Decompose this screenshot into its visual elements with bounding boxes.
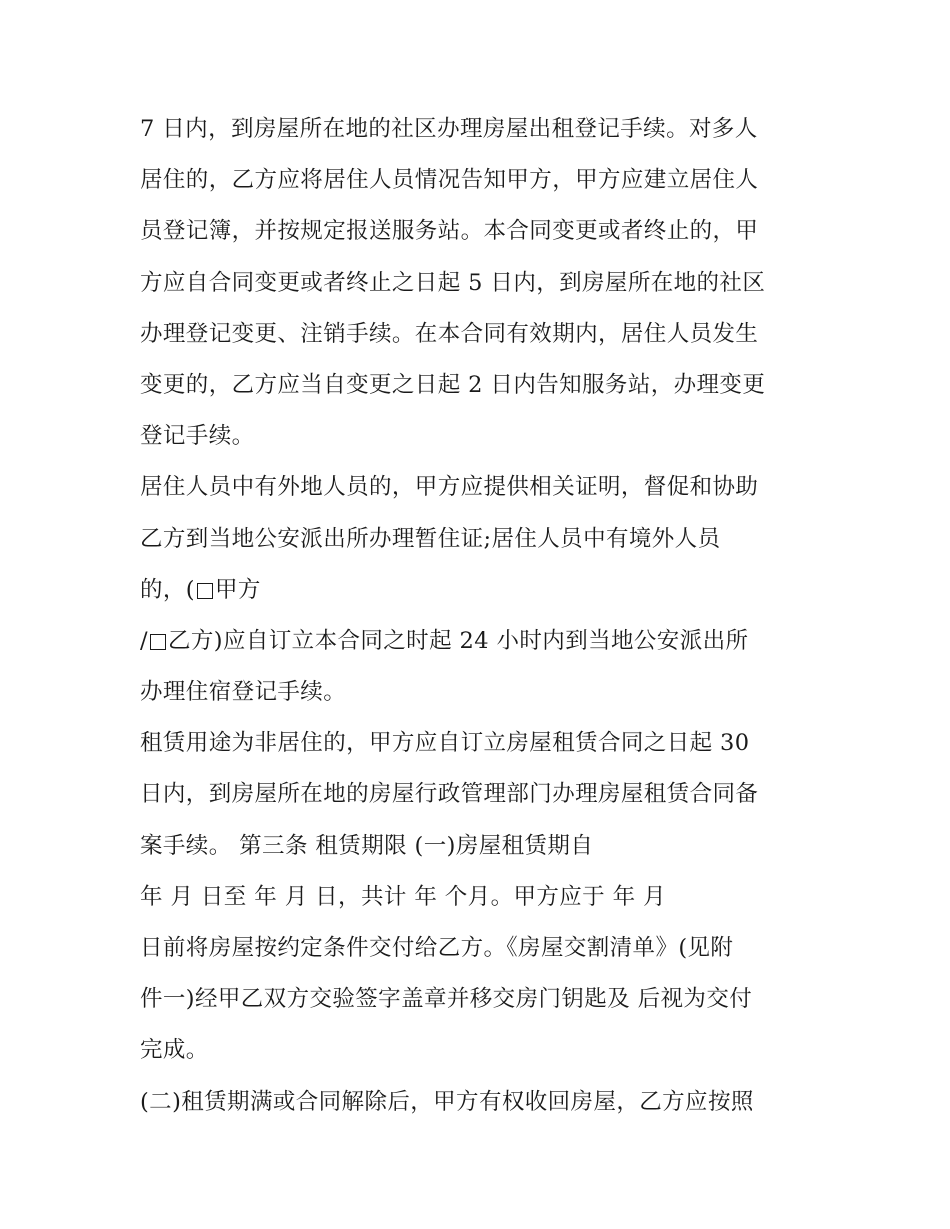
text-line: 居住的，乙方应将居住人员情况告知甲方，甲方应建立居住人: [140, 167, 759, 194]
text-line: 登记手续。: [140, 423, 255, 450]
text-line: 员登记簿，并按规定报送服务站。本合同变更或者终止的，甲: [140, 218, 759, 245]
text-line: 案手续。 第三条 租赁期限 (一)房屋租赁期自: [140, 832, 594, 859]
text-fragment: 乙方)应自订立本合同之时起 24 小时内到当地公安派出所: [167, 627, 749, 654]
text-line: 7 日内，到房屋所在地的社区办理房屋出租登记手续。对多人: [140, 116, 758, 142]
checkbox-party-a[interactable]: [197, 583, 213, 599]
text-line: 居住人员中有外地人员的，甲方应提供相关证明，督促和协助: [140, 474, 759, 501]
text-line: 件一)经甲乙双方交验签字盖章并移交房门钥匙及 后视为交付: [140, 986, 753, 1013]
text-line-with-checkbox: [140, 568, 830, 619]
document-body: [140, 107, 830, 1131]
text-line: 乙方到当地公安派出所办理暂住证;居住人员中有境外人员: [140, 525, 721, 552]
text-line: 办理登记变更、注销手续。在本合同有效期内，居住人员发生: [140, 320, 759, 347]
text-fragment: 的，(: [140, 576, 195, 603]
text-line: 完成。: [140, 1037, 209, 1064]
text-line: 日前将房屋按约定条件交付给乙方。《房屋交割清单》(见附: [140, 935, 734, 961]
text-line: 日内，到房屋所在地的房屋行政管理部门办理房屋租赁合同备: [140, 781, 759, 808]
checkbox-party-b[interactable]: [150, 634, 166, 650]
text-line: 租赁用途为非居住的，甲方应自订立房屋租赁合同之日起 30: [140, 730, 750, 757]
text-line: 变更的，乙方应当自变更之日起 2 日内告知服务站，办理变更: [140, 371, 766, 398]
text-fragment: 甲方: [214, 576, 261, 603]
text-fragment: /: [140, 627, 148, 654]
text-line: 年 月 日至 年 月 日，共计 年 个月。甲方应于 年 月: [140, 883, 666, 910]
text-line: (二)租赁期满或合同解除后，甲方有权收回房屋，乙方应按照: [140, 1088, 754, 1115]
text-line: 方应自合同变更或者终止之日起 5 日内，到房屋所在地的社区: [140, 269, 766, 296]
text-line-with-checkbox: [140, 619, 830, 670]
text-line: 办理住宿登记手续。: [140, 679, 347, 706]
